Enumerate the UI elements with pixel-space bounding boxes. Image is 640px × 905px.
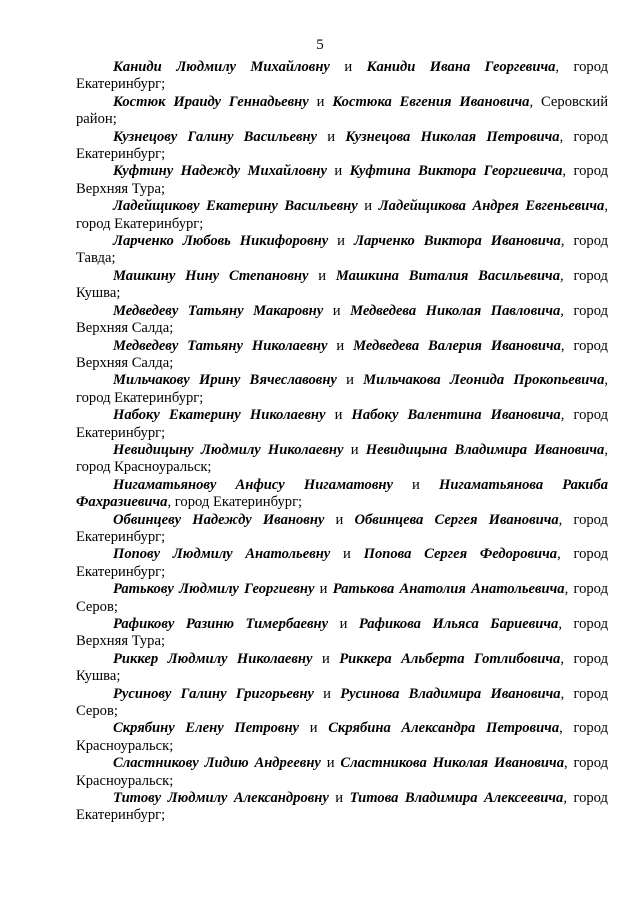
place: , город Екатеринбург;: [76, 546, 608, 580]
place: , Серовский район;: [76, 93, 608, 128]
conjunction: и: [328, 790, 350, 807]
husband-name: Русинова Владимира Ивановича: [340, 685, 561, 702]
list-item: [76, 407, 608, 442]
place: , город Екатеринбург;: [76, 128, 608, 163]
wife-name: Невидицыну Людмилу Николаевну: [113, 441, 344, 458]
wife-name: Ратькову Людмилу Георгиевну: [113, 581, 315, 598]
place: , город Верхняя Тура;: [76, 163, 608, 197]
wife-name: Сластникову Лидию Андреевну: [113, 755, 321, 772]
place: , город Кушва;: [76, 650, 608, 685]
conjunction: и: [324, 511, 355, 528]
list-item: [76, 477, 608, 512]
wife-name: Нигаматьянову Анфису Нигаматовну: [113, 476, 393, 493]
wife-name: Риккер Людмилу Николаевну: [113, 650, 313, 667]
conjunction: и: [329, 59, 367, 75]
husband-name: Ратькова Анатолия Анатольевича: [332, 581, 565, 598]
place: , город Верхняя Тура;: [76, 616, 608, 650]
wife-name: Рафикову Разиню Тимербаевну: [113, 616, 329, 632]
place: , город Серов;: [76, 685, 608, 720]
wife-name: Медведеву Татьяну Макаровну: [113, 302, 324, 319]
husband-name: Медведева Валерия Ивановича: [353, 337, 561, 354]
conjunction: и: [317, 128, 346, 145]
husband-name: Куфтина Виктора Георгиевича: [349, 163, 563, 180]
conjunction: и: [323, 302, 351, 319]
place: , город Екатеринбург;: [76, 59, 608, 93]
husband-name: Мильчакова Леонида Прокопьевича: [363, 372, 605, 389]
place: , город Верхняя Салда;: [76, 337, 608, 371]
list-item: [76, 616, 608, 651]
list-item: [76, 372, 608, 407]
list-item: [76, 268, 608, 303]
conjunction: и: [313, 685, 341, 702]
wife-name: Ларченко Любовь Никифоровну: [113, 233, 329, 250]
list-item: [76, 546, 608, 581]
husband-name: Каниди Ивана Георгевича: [366, 59, 556, 75]
wife-name: Попову Людмилу Анатольевну: [113, 546, 331, 563]
husband-name: Ладейщикова Андрея Евгеньевича: [378, 198, 605, 215]
list-item: [76, 790, 608, 825]
list-item: [76, 94, 608, 129]
conjunction: и: [326, 163, 350, 180]
place: , город Верхняя Салда;: [76, 302, 608, 337]
place: , город Красноуральск;: [76, 755, 608, 789]
place: , город Тавда;: [76, 233, 608, 267]
conjunction: и: [330, 546, 364, 563]
list-item: [76, 198, 608, 233]
conjunction: и: [336, 372, 364, 389]
conjunction: и: [327, 337, 354, 354]
husband-name: Костюка Евгения Ивановича: [332, 93, 530, 110]
conjunction: и: [392, 476, 440, 493]
list-item: [76, 720, 608, 755]
wife-name: Кузнецову Галину Васильевну: [113, 128, 318, 145]
husband-name: Рафикова Ильяса Бариевича: [358, 616, 559, 632]
husband-name: Машкина Виталия Васильевича: [335, 267, 561, 284]
husband-name: Попова Сергея Федоровича: [363, 546, 558, 563]
award-list: [76, 59, 608, 825]
place: , город Кушва;: [76, 267, 608, 302]
wife-name: Мильчакову Ирину Вячеславовну: [113, 372, 337, 389]
conjunction: и: [357, 198, 379, 215]
husband-name: Титова Владимира Алексеевича: [349, 790, 564, 807]
list-item: [76, 651, 608, 686]
wife-name: Медведеву Татьяну Николаевну: [113, 337, 328, 354]
conjunction: и: [308, 267, 336, 284]
page-number: 5: [316, 37, 324, 53]
place: , город Екатеринбург;: [76, 407, 608, 441]
conjunction: и: [314, 581, 333, 598]
husband-name: Скрябина Александра Петровича: [328, 720, 560, 737]
list-item: [76, 338, 608, 373]
wife-name: Набоку Екатерину Николаевну: [113, 407, 326, 424]
place: , город Екатеринбург;: [76, 198, 609, 232]
list-item: [76, 581, 608, 616]
wife-name: Скрябину Елену Петровну: [113, 720, 300, 737]
wife-name: Каниди Людмилу Михайловну: [113, 59, 330, 75]
husband-name: Набоку Валентина Ивановича: [351, 407, 561, 424]
list-item: [76, 686, 608, 721]
list-item: [76, 755, 608, 790]
wife-name: Ладейщикову Екатерину Васильевну: [113, 198, 358, 215]
wife-name: Русинову Галину Григорьевну: [113, 685, 314, 702]
conjunction: и: [320, 755, 341, 772]
husband-name: Кузнецова Николая Петровича: [345, 128, 560, 145]
place: , город Красноуральск;: [76, 720, 608, 754]
place: , город Екатеринбург;: [76, 511, 608, 545]
list-item: [76, 59, 608, 94]
husband-name: Ларченко Виктора Ивановича: [353, 233, 561, 250]
wife-name: Машкину Нину Степановну: [113, 267, 309, 284]
list-item: [76, 163, 608, 198]
place: , город Красноуральск;: [76, 441, 609, 476]
wife-name: Куфтину Надежду Михайловну: [113, 163, 327, 180]
list-item: [76, 233, 608, 268]
wife-name: Обвинцеву Надежду Ивановну: [113, 511, 325, 528]
list-item: [76, 512, 608, 547]
list-item: [76, 303, 608, 338]
list-item: [76, 129, 608, 164]
conjunction: и: [312, 650, 340, 667]
wife-name: Титову Людмилу Александровну: [113, 790, 329, 807]
conjunction: и: [328, 616, 359, 632]
place: , город Екатеринбург;: [76, 372, 609, 406]
list-item: [76, 442, 608, 477]
husband-name: Риккера Альберта Готлибовича: [339, 650, 561, 667]
husband-name: Нигаматьянова Ракиба Фахразиевича: [76, 476, 609, 511]
husband-name: Медведева Николая Павловича: [350, 302, 561, 319]
husband-name: Невидицына Владимира Ивановича: [365, 441, 605, 458]
place: , город Екатеринбург;: [76, 790, 608, 824]
conjunction: и: [299, 720, 329, 737]
conjunction: и: [325, 407, 352, 424]
place: , город Серов;: [76, 581, 608, 615]
conjunction: и: [328, 233, 354, 250]
place: , город Екатеринбург;: [167, 494, 303, 511]
wife-name: Костюк Ираиду Геннадьевну: [113, 93, 309, 110]
conjunction: и: [343, 441, 366, 458]
husband-name: Сластникова Николая Ивановича: [340, 755, 565, 772]
conjunction: и: [308, 93, 333, 110]
husband-name: Обвинцева Сергея Ивановича: [354, 511, 559, 528]
